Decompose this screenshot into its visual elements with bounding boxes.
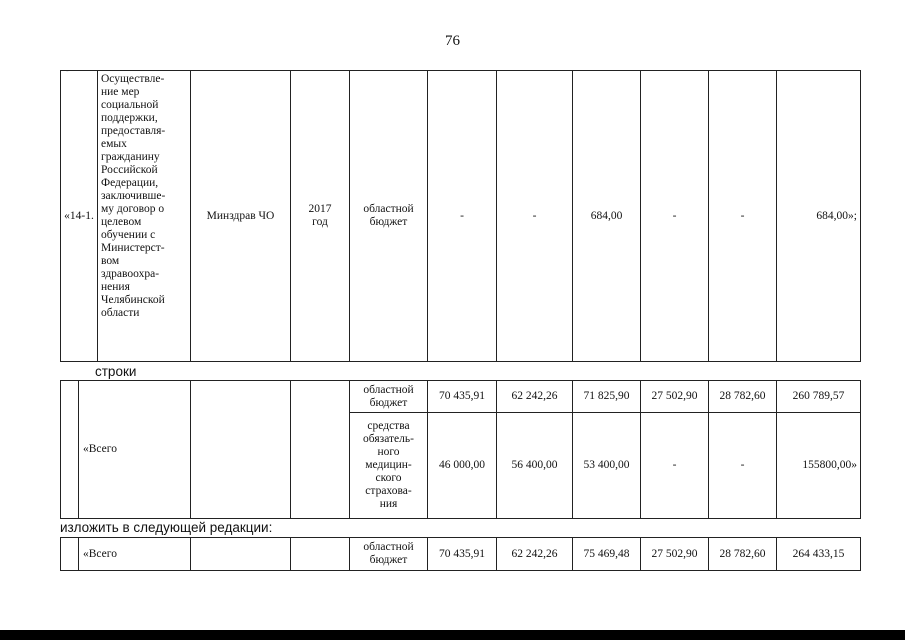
- value-cell: -: [709, 71, 777, 362]
- total-label: «Всего: [79, 538, 191, 571]
- program-row-table: [60, 70, 861, 362]
- empty-cell: [291, 538, 350, 571]
- value-cell: 27 502,90: [641, 381, 709, 413]
- value-cell: 71 825,90: [573, 381, 641, 413]
- empty-cell: [191, 538, 291, 571]
- total-label: «Всего: [79, 381, 191, 519]
- old-total-table: [60, 380, 861, 519]
- source-text: средства обязатель- ного медицин- ского страхова- ния: [363, 420, 414, 510]
- value-cell: -: [428, 71, 497, 362]
- value-cell: 684,00: [573, 71, 641, 362]
- value-cell: 62 242,26: [497, 538, 573, 571]
- source-cell: [350, 71, 428, 362]
- page-number: 76: [445, 33, 460, 49]
- caption-lines: строки: [95, 364, 137, 379]
- source-text: областной бюджет: [363, 203, 414, 228]
- table-row: [61, 71, 861, 362]
- table-row: [61, 381, 861, 413]
- executor-cell: Минздрав ЧО: [191, 71, 291, 362]
- value-cell: -: [641, 71, 709, 362]
- value-cell: 260 789,57: [777, 381, 861, 413]
- source-text: областной бюджет: [363, 383, 414, 409]
- value-cell: -: [497, 71, 573, 362]
- description-text: Осуществле- ние мер социальной поддержки, предоставля- емых гражданину Российской Федерации, заключивше- му договор о целевом обучении с Министерст- вом здравоохра- нения Челябинской области: [101, 73, 166, 319]
- value-cell: 28 782,60: [709, 538, 777, 571]
- empty-cell: [191, 381, 291, 519]
- empty-cell: [61, 538, 79, 571]
- source-cell: [350, 538, 428, 571]
- value-cell: 56 400,00: [497, 413, 573, 519]
- value-cell: 70 435,91: [428, 538, 497, 571]
- source-cell: [350, 381, 428, 413]
- value-cell: 264 433,15: [777, 538, 861, 571]
- scan-mark: -: [66, 66, 69, 75]
- value-cell: 53 400,00: [573, 413, 641, 519]
- year-cell: [291, 71, 350, 362]
- year-text: 2017 год: [308, 203, 332, 228]
- source-cell: [350, 413, 428, 519]
- value-cell: 70 435,91: [428, 381, 497, 413]
- value-cell: 28 782,60: [709, 381, 777, 413]
- value-cell: 684,00»;: [777, 71, 861, 362]
- scan-bottom-edge: [0, 630, 905, 640]
- value-cell: -: [641, 413, 709, 519]
- empty-cell: [291, 381, 350, 519]
- value-cell: 155800,00»: [777, 413, 861, 519]
- table-row: [61, 538, 861, 571]
- new-total-table: [60, 537, 861, 571]
- empty-cell: [61, 381, 79, 519]
- value-cell: 46 000,00: [428, 413, 497, 519]
- caption-new-version: изложить в следующей редакции:: [60, 520, 273, 535]
- value-cell: 27 502,90: [641, 538, 709, 571]
- value-cell: 75 469,48: [573, 538, 641, 571]
- row-description: [98, 71, 191, 362]
- value-cell: 62 242,26: [497, 381, 573, 413]
- row-number: «14-1.: [61, 71, 98, 362]
- source-text: областной бюджет: [363, 541, 414, 566]
- value-cell: -: [709, 413, 777, 519]
